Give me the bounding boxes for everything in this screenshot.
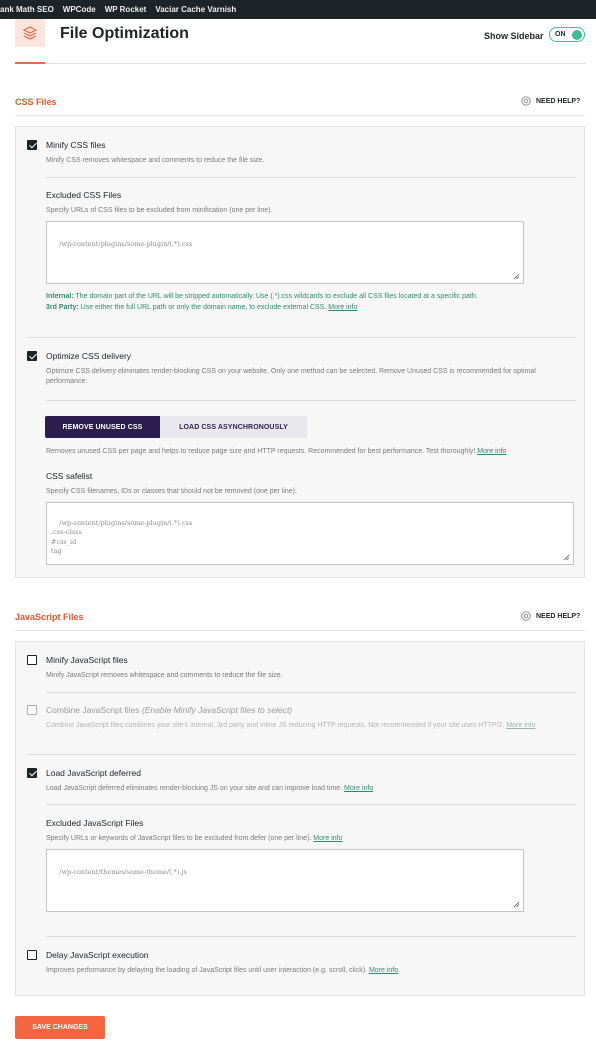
css-safelist-label: CSS safelist (46, 471, 93, 481)
delay-js-checkbox[interactable] (27, 950, 37, 960)
delay-js-label[interactable]: Delay JavaScript execution (46, 950, 149, 960)
excluded-js-description-text: Specify URLs or keywords of JavaScript files to be excluded from defer (one per line). (46, 835, 314, 842)
minify-js-description: Minify JavaScript removes whitespace and comments to reduce the file size. (46, 672, 283, 679)
note-third-party-text: Use either the full URL path or only the domain name, to exclude external CSS. (78, 303, 329, 311)
combine-js-more-info-link[interactable]: More info (506, 722, 536, 729)
js-need-help-link[interactable] (521, 611, 580, 621)
minify-css-description: Minify CSS removes whitespace and comments to reduce the file size. (46, 157, 265, 164)
load-js-deferred-checkbox[interactable] (27, 768, 37, 778)
page-title: File Optimization (60, 25, 189, 42)
optimize-css-description: Optimize CSS delivery eliminates render-blocking CSS on your website. Only one method can be selected. Remove Unused CSS is recommended for optimal performance. (46, 368, 536, 385)
excluded-css-more-info-link[interactable]: More info (328, 303, 358, 311)
show-sidebar-toggle[interactable] (549, 27, 585, 42)
delay-js-description-text: Improves performance by delaying the loading of JavaScript files until user interaction (e.g. scroll, click). (46, 967, 369, 974)
admin-bar (0, 0, 596, 19)
resize-grip-icon (563, 554, 570, 561)
js-section-title: JavaScript Files (15, 612, 84, 622)
excluded-js-label: Excluded JavaScript Files (46, 818, 144, 828)
delay-js-description (46, 966, 576, 976)
js-section-rule (15, 630, 585, 631)
toggle-knob (572, 30, 582, 40)
js-need-help-label: NEED HELP? (536, 612, 581, 620)
divider (46, 804, 576, 805)
excluded-js-value: /wp-content/themes/some-theme/(.*).js (59, 867, 187, 876)
note-internal-text: The domain part of the URL will be stripped automatically. Use (.*).css wildcards to exclude all CSS files located at a specific path. (73, 293, 478, 300)
excluded-css-textarea[interactable] (46, 221, 524, 284)
css-section-title: CSS Files (15, 97, 57, 107)
css-section-rule (15, 115, 585, 116)
combine-js-description-text: Combine JavaScript files combines your site's internal, 3rd party and inline JS reducing HTTP requests. Not recommended if your site uses HTTP/2. (46, 722, 507, 729)
excluded-js-description (46, 834, 576, 844)
divider (46, 936, 576, 937)
remove-unused-description (46, 447, 576, 457)
minify-js-checkbox[interactable] (27, 655, 37, 665)
combine-js-label-hint: (Enable Minify JavaScript files to select) (141, 705, 293, 715)
css-need-help-link[interactable] (521, 96, 580, 106)
help-lifebuoy-icon (521, 96, 531, 106)
css-safelist-value: /wp-content/plugins/some-plugin/(.*).css .css-class #css_id tag (51, 518, 193, 555)
show-sidebar-label: Show Sidebar (484, 31, 544, 41)
excluded-css-value: /wp-content/plugins/some-plugin/(.*).css (59, 239, 193, 248)
divider (27, 754, 576, 755)
load-js-deferred-description (46, 784, 576, 794)
remove-unused-more-info-link[interactable]: More info (477, 448, 507, 455)
css-options-panel (15, 126, 585, 578)
admin-bar-item-wpcode[interactable]: WPCode (62, 5, 96, 14)
minify-js-label[interactable]: Minify JavaScript files (46, 655, 128, 665)
remove-unused-css-button[interactable]: REMOVE UNUSED CSS (45, 416, 160, 438)
load-js-deferred-description-text: Load JavaScript deferred eliminates render-blocking JS on your site and can improve load time. (46, 785, 345, 792)
remove-unused-text: Removes unused CSS per page and helps to reduce page size and HTTP requests. Recommended for best performance. Test thoroughly! (46, 448, 478, 455)
minify-css-checkbox[interactable] (27, 140, 37, 150)
optimize-css-label[interactable]: Optimize CSS delivery (46, 351, 132, 361)
admin-bar-item-wprocket[interactable]: WP Rocket (104, 5, 147, 14)
resize-grip-icon (513, 901, 520, 908)
note-internal-label: Internal: (46, 293, 74, 300)
js-options-panel (15, 641, 585, 996)
divider (46, 400, 576, 401)
admin-bar-item-rankmath[interactable]: ank Math SEO (0, 5, 54, 14)
note-third-party-label: 3rd Party: (46, 303, 79, 311)
optimize-css-checkbox[interactable] (27, 351, 37, 361)
divider (46, 177, 576, 178)
save-changes-button[interactable]: SAVE CHANGES (15, 1016, 105, 1039)
excluded-js-textarea[interactable] (46, 849, 524, 912)
minify-css-label[interactable]: Minify CSS files (46, 140, 106, 150)
header-accent (15, 62, 45, 64)
combine-js-checkbox[interactable] (27, 705, 37, 715)
page-header (15, 19, 586, 64)
css-safelist-description: Specify CSS filenames, IDs or classes that should not be removed (one per line). (46, 488, 297, 495)
help-lifebuoy-icon (521, 611, 531, 621)
load-css-async-button[interactable]: LOAD CSS ASYNCHRONOUSLY (160, 416, 307, 438)
css-method-switch (45, 416, 307, 438)
excluded-css-notes (46, 292, 561, 313)
resize-grip-icon (513, 273, 520, 280)
combine-js-label (46, 705, 292, 715)
file-optimization-icon (15, 19, 45, 47)
divider (46, 692, 576, 693)
combine-js-description (46, 721, 576, 731)
css-need-help-label: NEED HELP? (536, 97, 581, 105)
excluded-css-description: Specify URLs of CSS files to be excluded from minification (one per line). (46, 207, 273, 214)
delay-js-more-info-link[interactable]: More info (368, 967, 399, 974)
admin-bar-item-varnish[interactable]: Vaciar Cache Varnish (155, 5, 237, 14)
toggle-state: ON (555, 31, 566, 38)
divider (27, 337, 576, 338)
load-js-deferred-more-info-link[interactable]: More info (344, 785, 374, 792)
excluded-css-label: Excluded CSS Files (46, 190, 122, 200)
load-js-deferred-label[interactable]: Load JavaScript deferred (46, 768, 141, 778)
css-safelist-textarea[interactable] (46, 502, 574, 565)
combine-js-label-text: Combine JavaScript files (46, 705, 142, 715)
excluded-js-more-info-link[interactable]: More info (313, 835, 343, 842)
